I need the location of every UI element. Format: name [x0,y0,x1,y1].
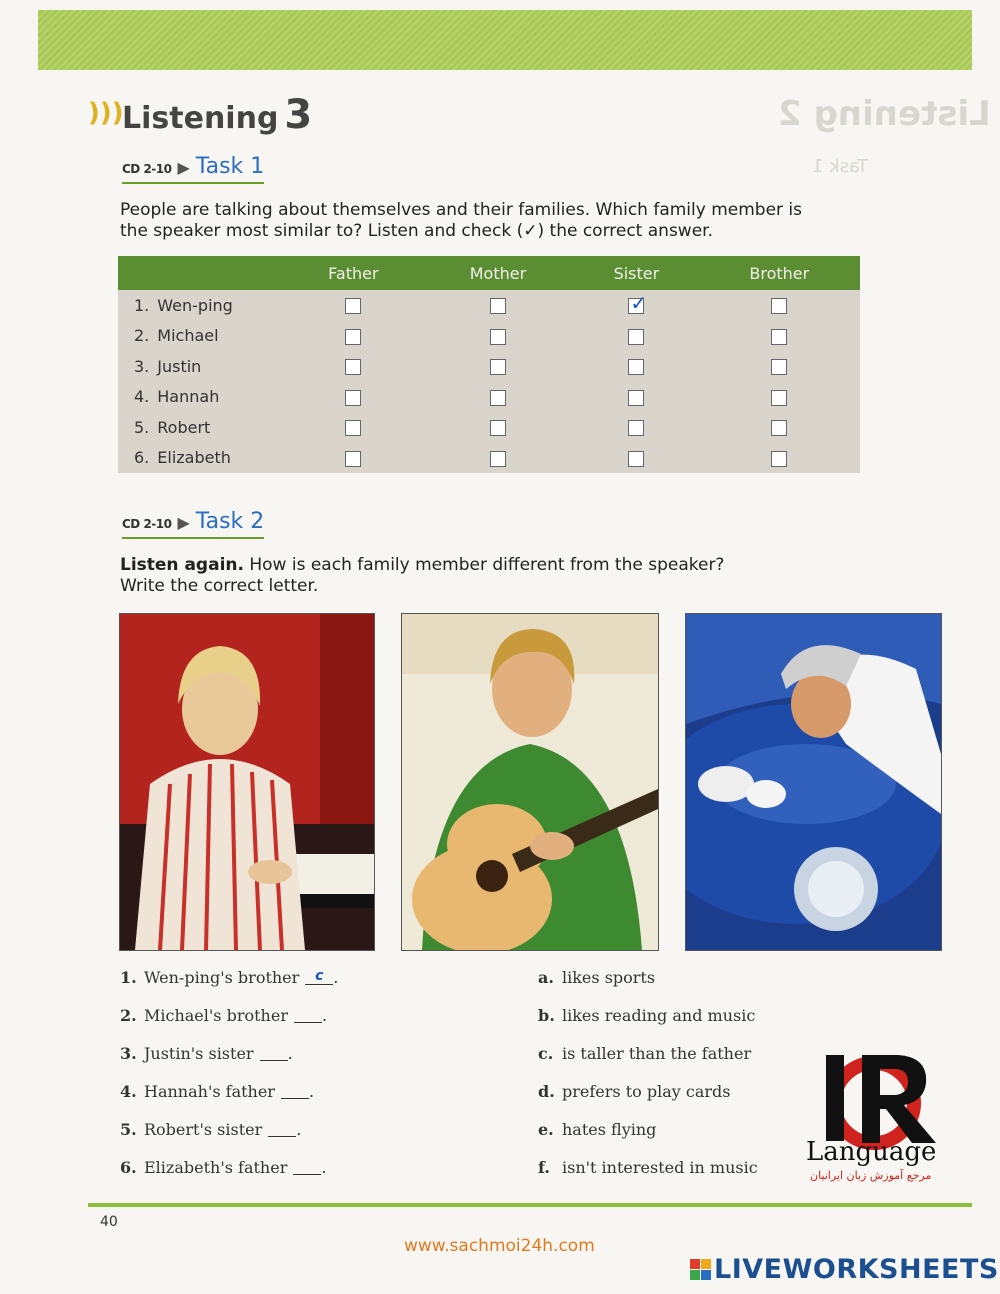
answer-cell [422,443,575,474]
column-header: Sister [574,256,698,290]
checkbox-mother[interactable] [490,451,506,467]
answer-blank[interactable] [293,1158,321,1175]
answer-blank[interactable] [260,1044,288,1061]
answer-cell [285,321,422,352]
photo-woman-piano [119,613,375,951]
checkbox-brother[interactable] [771,390,787,406]
header-banner [38,10,972,70]
column-header-blank [118,256,285,290]
ghost-task: Task 1 [812,156,869,177]
answer-cell [699,382,860,413]
checkbox-sister[interactable] [628,420,644,436]
watermark-word: Language [806,1137,937,1167]
speaker-name: 6. Elizabeth [134,448,231,468]
answer-cell [422,382,575,413]
task1-table [118,256,860,473]
option-item: a. likes sports [538,968,656,987]
answer-cell [285,290,422,321]
checkbox-father[interactable] [345,359,361,375]
answer-cell [422,412,575,443]
liveworksheets-label: LIVEWORKSHEETS [714,1254,999,1285]
question-item: 6. Elizabeth's father . [120,1158,327,1177]
option-item: d. prefers to play cards [538,1082,731,1101]
checkbox-father[interactable] [345,329,361,345]
answer-cell [699,290,860,321]
checkbox-father[interactable] [345,390,361,406]
section-title: Listening 3 [122,92,313,138]
table-row [118,382,860,413]
footer-url[interactable]: www.sachmoi24h.com [404,1236,595,1256]
column-header: Brother [699,256,860,290]
speaker-name: 4. Hannah [134,387,220,407]
checkbox-sister[interactable] [628,390,644,406]
checkbox-brother[interactable] [771,329,787,345]
answer-cell [699,321,860,352]
cd-label: CD 2-10 [122,162,172,176]
table-row [118,412,860,443]
checkbox-brother[interactable] [771,420,787,436]
checkbox-sister[interactable] [628,451,644,467]
checkbox-mother[interactable] [490,420,506,436]
answer-cell [422,351,575,382]
checkbox-father[interactable] [345,298,361,314]
answer-blank[interactable] [294,1006,322,1023]
play-icon: ▶ [177,158,190,177]
play-icon: ▶ [177,513,190,532]
speaker-name: 3. Justin [134,356,202,376]
speaker-name: 5. Robert [134,417,211,437]
answer-cell [574,321,698,352]
cd-label: CD 2-10 [122,517,172,531]
checkbox-sister[interactable] [628,329,644,345]
column-header: Father [285,256,422,290]
checkbox-father[interactable] [345,420,361,436]
answer-cell [422,321,575,352]
answer-cell [699,443,860,474]
answer-cell [574,351,698,382]
option-item: e. hates flying [538,1120,657,1139]
answer-blank[interactable] [268,1120,296,1137]
question-item: 2. Michael's brother . [120,1006,328,1025]
ghost-title: Listening 2 [778,94,991,134]
answer-cell [699,412,860,443]
watermark-sub: مرجع آموزش زبان ایرانیان [810,1169,932,1182]
page-number: 40 [100,1214,118,1230]
table-row [118,321,860,352]
task1-title: Task 1 [195,154,265,179]
checkbox-mother[interactable] [490,298,506,314]
table-row [118,290,860,321]
audio-icon: ))) [88,98,124,128]
photo-man-guitar [401,613,659,951]
column-header: Mother [422,256,575,290]
liveworksheets-brand [690,1254,999,1285]
answer-blank[interactable] [281,1082,309,1099]
checkbox-brother[interactable] [771,359,787,375]
task2-heading [122,509,264,539]
checkbox-mother[interactable] [490,359,506,375]
answer-cell [422,290,575,321]
option-item: b. likes reading and music [538,1006,756,1025]
liveworksheets-logo-icon [690,1259,711,1280]
checkbox-brother[interactable] [771,298,787,314]
answer-cell [285,443,422,474]
task2-title: Task 2 [195,509,265,534]
checkbox-mother[interactable] [490,329,506,345]
question-item: 4. Hannah's father . [120,1082,315,1101]
answer-cell [574,382,698,413]
task2-questions [120,968,500,1196]
answer-cell [574,443,698,474]
question-item: 3. Justin's sister . [120,1044,293,1063]
footer-rule [88,1203,972,1207]
ir-language-logo [806,1053,946,1188]
answer-cell [285,351,422,382]
question-item: 5. Robert's sister . [120,1120,302,1139]
checkbox-sister[interactable] [628,359,644,375]
speaker-name: 1. Wen-ping [134,295,233,315]
option-item: c. is taller than the father [538,1044,752,1063]
answer-cell [699,351,860,382]
checkbox-brother[interactable] [771,451,787,467]
photo-man-car [685,613,942,951]
task2-options [538,968,798,1196]
speaker-name: 2. Michael [134,326,219,346]
answer-cell [574,290,698,321]
answer-blank[interactable]: c [305,968,333,985]
table-row [118,443,860,474]
answer-cell [285,382,422,413]
checkbox-sister[interactable] [628,298,644,314]
table-row [118,351,860,382]
answer-cell [574,412,698,443]
task2-instructions: Listen again. How is each family member different from the speaker? Write the correct letter. [120,555,725,596]
task1-heading [122,154,264,184]
option-item: f. isn't interested in music [538,1158,758,1177]
task1-instructions: People are talking about themselves and their families. Which family member is the speaker most similar to? Listen and check (✓) the correct answer. [120,200,803,241]
checkbox-father[interactable] [345,451,361,467]
question-item: 1. Wen-ping's brother c . [120,968,339,987]
checkbox-mother[interactable] [490,390,506,406]
answer-cell [285,412,422,443]
